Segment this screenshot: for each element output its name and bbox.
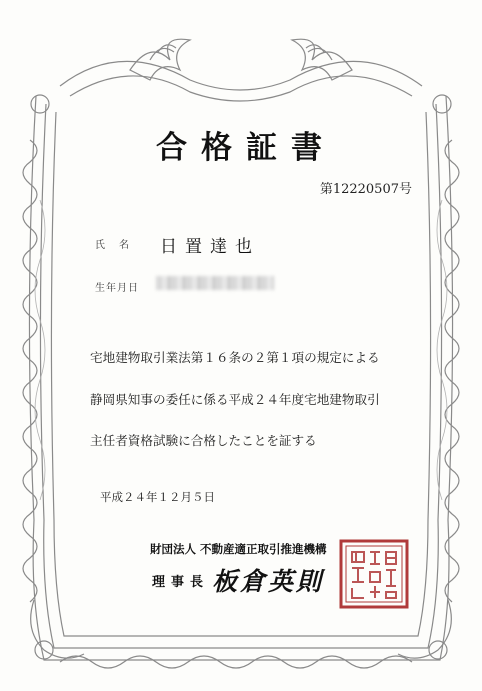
body-line-2: 静岡県知事の委任に係る平成２４年度宅地建物取引: [90, 392, 380, 407]
issue-date: 平成２４年１２月５日: [100, 490, 215, 504]
official-seal-stamp: [338, 538, 410, 610]
certificate-title: 合格証書: [156, 130, 336, 166]
body-line-1: 宅地建物取引業法第１６条の２第１項の規定による: [90, 350, 380, 365]
name-label: 氏 名: [95, 240, 131, 251]
certificate-number: 第12220507号: [319, 182, 412, 197]
dob-redacted: [156, 276, 274, 290]
holder-name: 日置達也: [160, 237, 260, 257]
chairman-title: 理事長: [152, 575, 210, 590]
chairman-name: 板倉英則: [212, 567, 325, 596]
body-line-3: 主任者資格試験に合格したことを証する: [90, 433, 317, 448]
issuing-organization: 財団法人 不動産適正取引推進機構: [150, 542, 327, 556]
dob-label: 生年月日: [95, 283, 139, 294]
